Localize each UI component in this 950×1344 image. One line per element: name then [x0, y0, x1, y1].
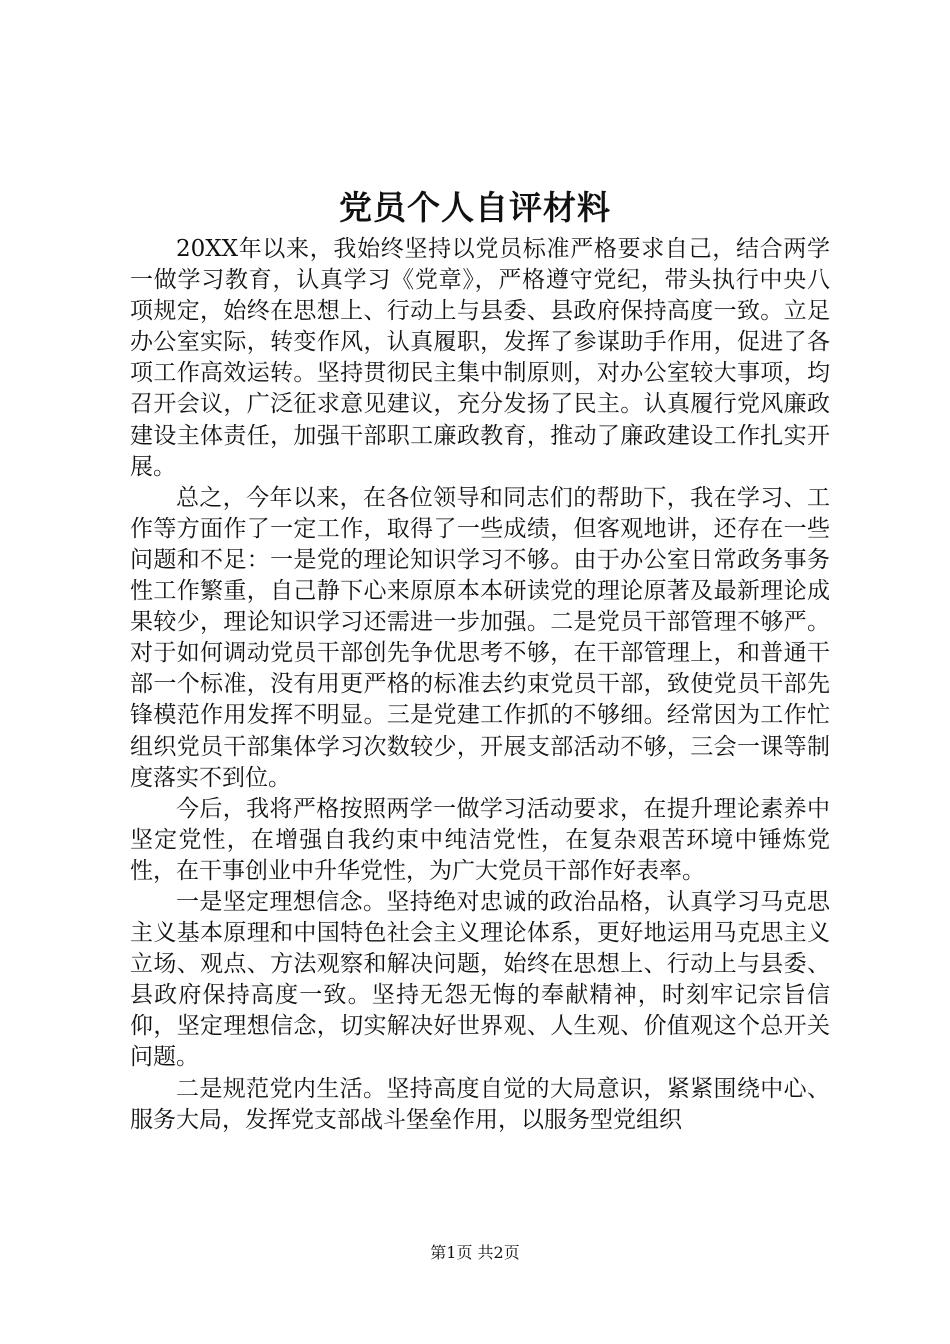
- document-body: [130, 234, 830, 1136]
- document-title: 党员个人自评材料: [339, 188, 611, 227]
- page-number-footer: 第1页 共2页: [430, 1243, 520, 1262]
- paragraph-4: 一是坚定理想信念。坚持绝对忠诚的政治品格，认真学习马克思主义基本原理和中国特色社会主义理论体系，更好地运用马克思主义立场、观点、方法观察和解决问题，始终在思想上、行动上与县委、县政府保持高度一致。坚持无怨无悔的奉献精神，时刻牢记宗旨信仰，坚定理想信念，切实解决好世界观、人生观、价值观这个总开关问题。: [130, 888, 830, 1071]
- paragraph-2: 总之，今年以来，在各位领导和同志们的帮助下，我在学习、工作等方面作了一定工作，取得了一些成绩，但客观地讲，还存在一些问题和不足：一是党的理论知识学习不够。由于办公室日常政务事务性工作繁重，自己静下心来原原本本研读党的理论原著及最新理论成果较少，理论知识学习还需进一步加强。二是党员干部管理不够严。对于如何调动党员干部创先争优思考不够，在干部管理上，和普通干部一个标准，没有用更严格的标准去约束党员干部，致使党员干部先锋模范作用发挥不明显。三是党建工作抓的不够细。经常因为工作忙组织党员干部集体学习次数较少，开展支部活动不够，三会一课等制度落实不到位。: [130, 484, 830, 791]
- paragraph-1: 20XX年以来，我始终坚持以党员标准严格要求自己，结合两学一做学习教育，认真学习《党章》，严格遵守党纪，带头执行中央八项规定，始终在思想上、行动上与县委、县政府保持高度一致。立足办公室实际，转变作风，认真履职，发挥了参谋助手作用，促进了各项工作高效运转。坚持贯彻民主集中制原则，对办公室较大事项，均召开会议，广泛征求意见建议，充分发扬了民主。认真履行党风廉政建设主体责任，加强干部职工廉政教育，推动了廉政建设工作扎实开展。: [130, 236, 830, 480]
- paragraph-3: 今后，我将严格按照两学一做学习活动要求，在提升理论素养中坚定党性，在增强自我约束中纯洁党性，在复杂艰苦环境中锤炼党性，在干事创业中升华党性，为广大党员干部作好表率。: [130, 795, 830, 884]
- paragraph-5: 二是规范党内生活。坚持高度自觉的大局意识，紧紧围绕中心、服务大局，发挥党支部战斗堡垒作用，以服务型党组织: [130, 1075, 830, 1133]
